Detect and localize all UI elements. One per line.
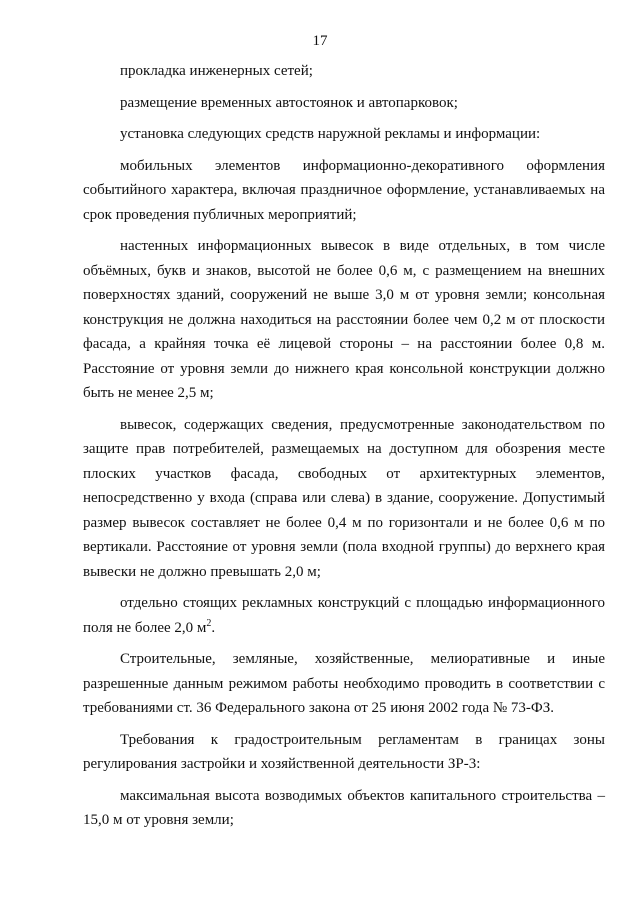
paragraph-standalone-structures xyxy=(83,591,605,640)
paragraph-wall-signs: настенных информационных вывесок в виде отдельных, в том числе объёмных, букв и знаков, высотой не более 0,6 м, с размещением на внешних поверхностях зданий, сооружений не выше 3,0 м от уровня земли; консольная конструкция не должна находиться на расстоянии более чем 0,2 м от плоскости фасада, а крайняя точка её лицевой стороны – на расстоянии более 0,8 м. Расстояние от уровня земли до нижнего края консольной конструкции должно быть не менее 2,5 м; xyxy=(83,238,605,401)
document-body xyxy=(83,59,605,840)
paragraph-zone-requirements: Требования к градостроительным регламентам в границах зоны регулирования застройки и хозяйственной деятельности ЗР-3: xyxy=(83,731,605,772)
paragraph-temporary-parking: размещение временных автостоянок и автопарковок; xyxy=(120,94,458,111)
paragraph-advertising-means: установка следующих средств наружной рекламы и информации: xyxy=(120,126,541,142)
square-superscript: 2 xyxy=(206,617,212,629)
standalone-structures-text: отдельно стоящих рекламных конструкций с площадью информационного поля не более 2,0 м xyxy=(83,595,605,636)
paragraph-max-height: максимальная высота возводимых объектов капитального строительства – 15,0 м от уровня земли; xyxy=(83,787,605,828)
page-number: 17 xyxy=(312,33,328,49)
paragraph-consumer-signs: вывесок, содержащих сведения, предусмотренные законодательством по защите прав потребителей, размещаемых на доступном для обозрения месте плоских участков фасада, свободных от архитектурных элементов, непосредственно у входа (справа или слева) в здание, сооружение. Допустимый размер вывесок составляет не более 0,4 м по горизонтали и не более 0,6 м по вертикали. Расстояние от уровня земли (пола входной группы) до верхнего края вывески не должно превышать 2,0 м; xyxy=(83,416,605,580)
paragraph-mobile-elements: мобильных элементов информационно-декоративного оформления событийного характера, включая праздничное оформление, устанавливаемых на срок проведения публичных мероприятий; xyxy=(83,157,605,223)
paragraph-construction-works: Строительные, земляные, хозяйственные, мелиоративные и иные разрешенные данным режимом работы необходимо проводить в соответствии с требованиями ст. 36 Федерального закона от 25 июня 2002 года № 73-ФЗ. xyxy=(83,651,605,716)
standalone-structures-end: . xyxy=(211,619,216,636)
paragraph-engineering-networks: прокладка инженерных сетей; xyxy=(120,63,313,79)
